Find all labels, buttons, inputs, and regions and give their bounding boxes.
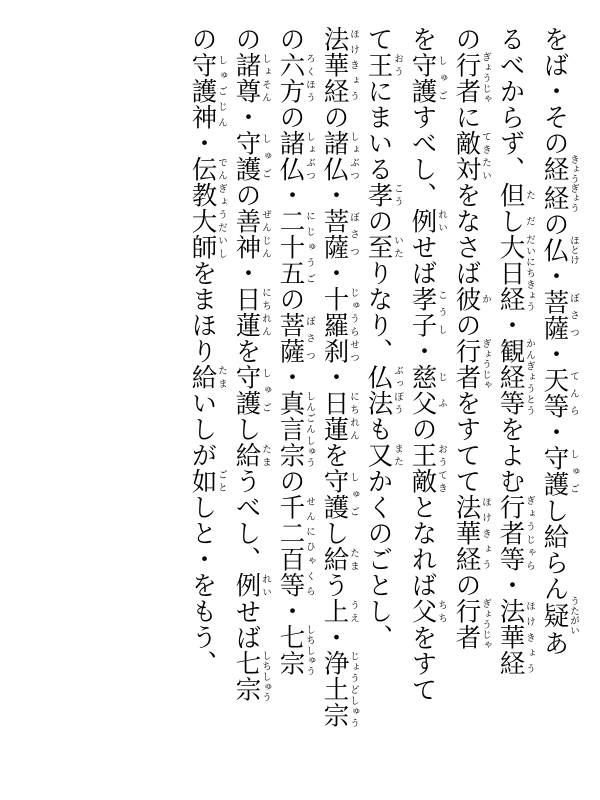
ruby-group <box>540 596 578 636</box>
text-column <box>406 26 450 774</box>
ruby-reading: ぼさつ <box>348 208 358 261</box>
text-run: の <box>276 104 306 131</box>
ruby-base: 大日経 <box>496 234 526 313</box>
text-run: の <box>452 572 482 599</box>
ruby-base: 行者等 <box>496 494 526 573</box>
ruby-reading: ほけきょう <box>524 598 534 677</box>
ruby-reading: ほけきょう <box>348 26 358 105</box>
text-column <box>362 26 406 774</box>
text-column-body <box>410 26 446 774</box>
text-run: の <box>452 312 482 339</box>
text-run: をすてて <box>452 390 482 495</box>
ruby-base: 王 <box>364 52 394 79</box>
ruby-reading: ぼさつ <box>568 289 578 342</box>
ruby-group <box>540 367 578 420</box>
text-run: いしが <box>188 390 218 469</box>
ruby-reading: しゅご <box>260 130 270 183</box>
ruby-reading: うえ <box>348 598 358 625</box>
text-run: に <box>452 104 482 131</box>
text-run: せば <box>232 598 262 651</box>
text-run: を <box>320 442 350 469</box>
ruby-reading: しょぶつ <box>304 130 314 183</box>
ruby-group <box>452 338 490 391</box>
text-run: をば・その <box>540 26 570 157</box>
ruby-base: 行者 <box>452 338 482 391</box>
ruby-group <box>452 494 490 573</box>
text-run: の <box>276 286 306 313</box>
text-run: しと・をもう、 <box>188 494 218 677</box>
ruby-base: 菩薩 <box>320 208 350 261</box>
ruby-group <box>188 364 226 391</box>
text-column <box>274 26 318 774</box>
ruby-reading: しょそん <box>260 52 270 105</box>
text-run: ・ <box>540 263 570 290</box>
ruby-reading: ほとけ <box>568 235 578 265</box>
text-run: ・ <box>320 624 350 651</box>
text-run: るべからず、 <box>496 26 526 183</box>
ruby-reading: ごと <box>216 468 226 495</box>
ruby-group <box>496 598 534 677</box>
ruby-base: 六方 <box>276 52 306 105</box>
text-column-body <box>190 26 226 774</box>
ruby-group <box>408 208 446 235</box>
text-column <box>318 26 362 774</box>
ruby-base: 守護 <box>232 364 262 417</box>
text-run: ・ <box>408 338 438 365</box>
ruby-base: 観経等 <box>496 338 526 417</box>
ruby-reading: たま <box>348 546 358 573</box>
ruby-base: 十羅刹 <box>320 286 350 365</box>
text-column <box>186 26 230 774</box>
ruby-group <box>232 650 270 703</box>
ruby-base: 仏 <box>540 235 570 265</box>
ruby-group <box>452 286 490 313</box>
ruby-reading: にじゅうご <box>304 208 314 287</box>
ruby-reading: にちれん <box>348 390 358 443</box>
ruby-reading: ただ <box>524 182 534 235</box>
ruby-base: 伝教大師 <box>188 156 218 261</box>
ruby-reading: れい <box>436 208 446 235</box>
ruby-reading: ぶっぽう <box>392 364 402 417</box>
ruby-base: 但し <box>496 182 526 235</box>
ruby-group <box>276 52 314 105</box>
ruby-group <box>540 445 578 498</box>
ruby-group <box>232 208 270 261</box>
ruby-base: 善神 <box>232 208 262 261</box>
ruby-group <box>408 286 446 339</box>
vertical-text-body <box>18 26 582 774</box>
ruby-reading: てんら <box>568 367 578 420</box>
ruby-reading: ぎょうじゃら <box>524 494 534 573</box>
ruby-base: 守護 <box>320 468 350 521</box>
ruby-base: 上 <box>320 598 350 625</box>
text-run: を <box>232 338 262 365</box>
ruby-group <box>408 390 446 417</box>
ruby-reading: か <box>480 286 490 313</box>
text-run: せば <box>408 234 438 287</box>
text-run: ・ <box>540 341 570 368</box>
ruby-group <box>496 494 534 573</box>
ruby-base: 孝子 <box>408 286 438 339</box>
ruby-group <box>276 494 314 599</box>
ruby-reading: じ <box>436 364 446 391</box>
ruby-base: 行者 <box>452 52 482 105</box>
ruby-group <box>232 52 270 105</box>
text-run: を <box>408 26 438 53</box>
ruby-group <box>364 364 402 417</box>
ruby-base: 日蓮 <box>320 390 350 443</box>
text-run: し <box>232 416 262 443</box>
ruby-reading: ぼさつ <box>304 312 314 365</box>
ruby-reading: また <box>392 442 402 469</box>
ruby-reading: だいにちきょう <box>524 234 534 313</box>
ruby-reading: しちしゅう <box>260 650 270 703</box>
text-run: ・ <box>540 419 570 446</box>
ruby-group <box>320 598 358 625</box>
ruby-base: 真言宗 <box>276 390 306 469</box>
text-run: をすて <box>408 624 438 703</box>
text-run: の <box>364 208 394 235</box>
text-run: ・ <box>496 312 526 339</box>
ruby-group <box>320 286 358 365</box>
ruby-group <box>320 468 358 521</box>
ruby-reading: ぜんじん <box>260 208 270 261</box>
text-run: の <box>232 26 262 53</box>
ruby-group <box>276 624 314 677</box>
text-run: にまいる <box>364 78 394 183</box>
ruby-base: 法華経 <box>496 598 526 677</box>
text-run: う <box>320 572 350 599</box>
ruby-group <box>232 130 270 183</box>
text-run: となれば <box>408 494 438 599</box>
ruby-group <box>452 52 490 105</box>
text-column-body <box>454 26 490 774</box>
ruby-group <box>364 182 402 209</box>
ruby-base: 守護 <box>232 130 262 183</box>
ruby-group <box>540 154 578 213</box>
ruby-base: 諸尊 <box>232 52 262 105</box>
text-run: し <box>320 520 350 547</box>
ruby-reading: ぎょうじゃ <box>480 52 490 105</box>
ruby-reading: しゅごじん <box>216 52 226 131</box>
ruby-group <box>496 182 534 235</box>
ruby-reading: ほけきょう <box>480 494 490 573</box>
text-run: りなり、 <box>364 260 394 365</box>
ruby-base: 王敵 <box>408 442 438 495</box>
ruby-reading: しゅご <box>436 52 446 105</box>
ruby-group <box>320 390 358 443</box>
ruby-base: 父 <box>408 598 438 625</box>
text-run: も <box>364 416 394 443</box>
text-column <box>538 26 582 774</box>
ruby-reading: しゅご <box>260 364 270 417</box>
text-run: をよむ <box>496 416 526 495</box>
ruby-base: 天等 <box>540 367 570 420</box>
ruby-reading: しんごんしゅう <box>304 390 314 469</box>
text-column <box>494 26 538 774</box>
ruby-reading: うたがい <box>568 596 578 636</box>
ruby-group <box>276 130 314 183</box>
ruby-group <box>320 546 358 573</box>
text-run: の <box>320 104 350 131</box>
ruby-group <box>188 468 226 495</box>
text-column-body <box>366 26 402 774</box>
ruby-base: 慈 <box>408 364 438 391</box>
ruby-group <box>188 52 226 131</box>
ruby-base: 諸仏 <box>320 130 350 183</box>
ruby-group <box>408 598 446 625</box>
text-run: をまほり <box>188 260 218 365</box>
ruby-group <box>320 26 358 105</box>
ruby-reading: たま <box>260 442 270 469</box>
text-run: ・ <box>496 572 526 599</box>
ruby-reading: じょうどしゅう <box>348 650 358 729</box>
ruby-base: 二十五 <box>276 208 306 287</box>
text-run: ・ <box>320 260 350 287</box>
ruby-base: 七宗 <box>232 650 262 703</box>
ruby-base: 彼 <box>452 286 482 313</box>
ruby-base: 疑 <box>540 596 570 636</box>
ruby-group <box>276 390 314 469</box>
ruby-base: 行者 <box>452 598 482 651</box>
text-run: て <box>364 26 394 53</box>
text-run: の <box>408 416 438 443</box>
ruby-base: 菩薩 <box>540 289 570 342</box>
ruby-group <box>232 286 270 339</box>
ruby-base: 仏法 <box>364 364 394 417</box>
text-column-body <box>542 26 578 774</box>
ruby-base: 又 <box>364 442 394 469</box>
ruby-reading: おう <box>392 52 402 79</box>
ruby-base: 孝 <box>364 182 394 209</box>
ruby-group <box>188 156 226 261</box>
ruby-reading: こうし <box>436 286 446 339</box>
text-run: ・ <box>276 598 306 625</box>
ruby-reading: たま <box>216 364 226 391</box>
ruby-group <box>540 235 578 265</box>
ruby-base: 菩薩 <box>276 312 306 365</box>
ruby-group <box>452 598 490 651</box>
ruby-group <box>276 208 314 287</box>
ruby-base: 父 <box>408 390 438 417</box>
ruby-reading: にちれん <box>260 286 270 339</box>
ruby-reading: てきたい <box>480 130 490 183</box>
ruby-reading: こう <box>392 182 402 209</box>
ruby-group <box>452 130 490 183</box>
text-run: の <box>540 211 570 238</box>
ruby-base: 至 <box>364 234 394 261</box>
text-column-body <box>278 26 314 774</box>
ruby-reading: しちしゅう <box>304 624 314 677</box>
ruby-base: 守護 <box>408 52 438 105</box>
ruby-reading: ぎょうじゃ <box>480 598 490 651</box>
ruby-reading: きょうぎょう <box>568 154 578 213</box>
text-column-body <box>234 26 270 774</box>
ruby-reading: ぎょうじゃ <box>480 338 490 391</box>
ruby-reading: しょぶつ <box>348 130 358 183</box>
text-run: ・ <box>232 104 262 131</box>
ruby-group <box>540 289 578 342</box>
ruby-group <box>408 442 446 495</box>
ruby-base: 千二百等 <box>276 494 306 599</box>
text-run: ・ <box>232 260 262 287</box>
ruby-group <box>364 52 402 79</box>
text-run: うべし、 <box>232 468 262 573</box>
ruby-reading: ちち <box>436 598 446 625</box>
ruby-base: 日蓮 <box>232 286 262 339</box>
ruby-base: 例 <box>408 208 438 235</box>
ruby-reading: いた <box>392 234 402 261</box>
text-run: の <box>276 468 306 495</box>
ruby-base: 如 <box>188 468 218 495</box>
ruby-reading: しゅご <box>568 445 578 498</box>
text-run: ・ <box>276 182 306 209</box>
ruby-reading: おうてき <box>436 442 446 495</box>
ruby-group <box>496 338 534 417</box>
ruby-base: 守護 <box>540 445 570 498</box>
ruby-base: 浄土宗 <box>320 650 350 729</box>
ruby-reading: しゅご <box>348 468 358 521</box>
ruby-group <box>364 442 402 469</box>
ruby-group <box>408 52 446 105</box>
text-column <box>230 26 274 774</box>
ruby-group <box>320 208 358 261</box>
text-run: の <box>188 26 218 53</box>
ruby-group <box>320 130 358 183</box>
ruby-reading: じゅうらせつ <box>348 286 358 365</box>
ruby-group <box>276 312 314 365</box>
ruby-reading: ろくほう <box>304 52 314 105</box>
ruby-group <box>496 234 534 313</box>
ruby-group <box>364 234 402 261</box>
ruby-base: 経経 <box>540 154 570 213</box>
ruby-group <box>232 364 270 417</box>
text-run: をなさば <box>452 182 482 287</box>
text-run: の <box>452 26 482 53</box>
text-run: ・ <box>320 364 350 391</box>
ruby-base: 例 <box>232 572 262 599</box>
ruby-group <box>232 442 270 469</box>
ruby-base: 敵対 <box>452 130 482 183</box>
ruby-base: 守護神 <box>188 52 218 131</box>
ruby-reading: せんにひゃくら <box>304 494 314 599</box>
text-run: ・ <box>276 364 306 391</box>
ruby-base: 給 <box>188 364 218 391</box>
text-column-body <box>498 26 534 774</box>
ruby-base: 法華経 <box>452 494 482 573</box>
text-run: の <box>232 182 262 209</box>
text-column-body <box>322 26 358 774</box>
ruby-reading: れい <box>260 572 270 599</box>
text-run: の <box>276 26 306 53</box>
ruby-base: 給 <box>232 442 262 469</box>
ruby-reading: かんぎょうとう <box>524 338 534 417</box>
ruby-group <box>320 650 358 729</box>
text-run: あ <box>540 630 570 657</box>
ruby-reading: ふ <box>436 390 446 417</box>
text-run: すべし、 <box>408 104 438 209</box>
text-column <box>450 26 494 774</box>
text-run: かくのごとし、 <box>364 468 394 651</box>
ruby-base: 七宗 <box>276 624 306 677</box>
ruby-base: 法華経 <box>320 26 350 105</box>
ruby-base: 給 <box>320 546 350 573</box>
ruby-base: 諸仏 <box>276 130 306 183</box>
text-run: ・ <box>320 182 350 209</box>
ruby-reading: でんぎょうだいし <box>216 156 226 261</box>
ruby-group <box>408 364 446 391</box>
text-run: ・ <box>188 130 218 157</box>
ruby-group <box>232 572 270 599</box>
text-run: し給らん <box>540 497 570 602</box>
